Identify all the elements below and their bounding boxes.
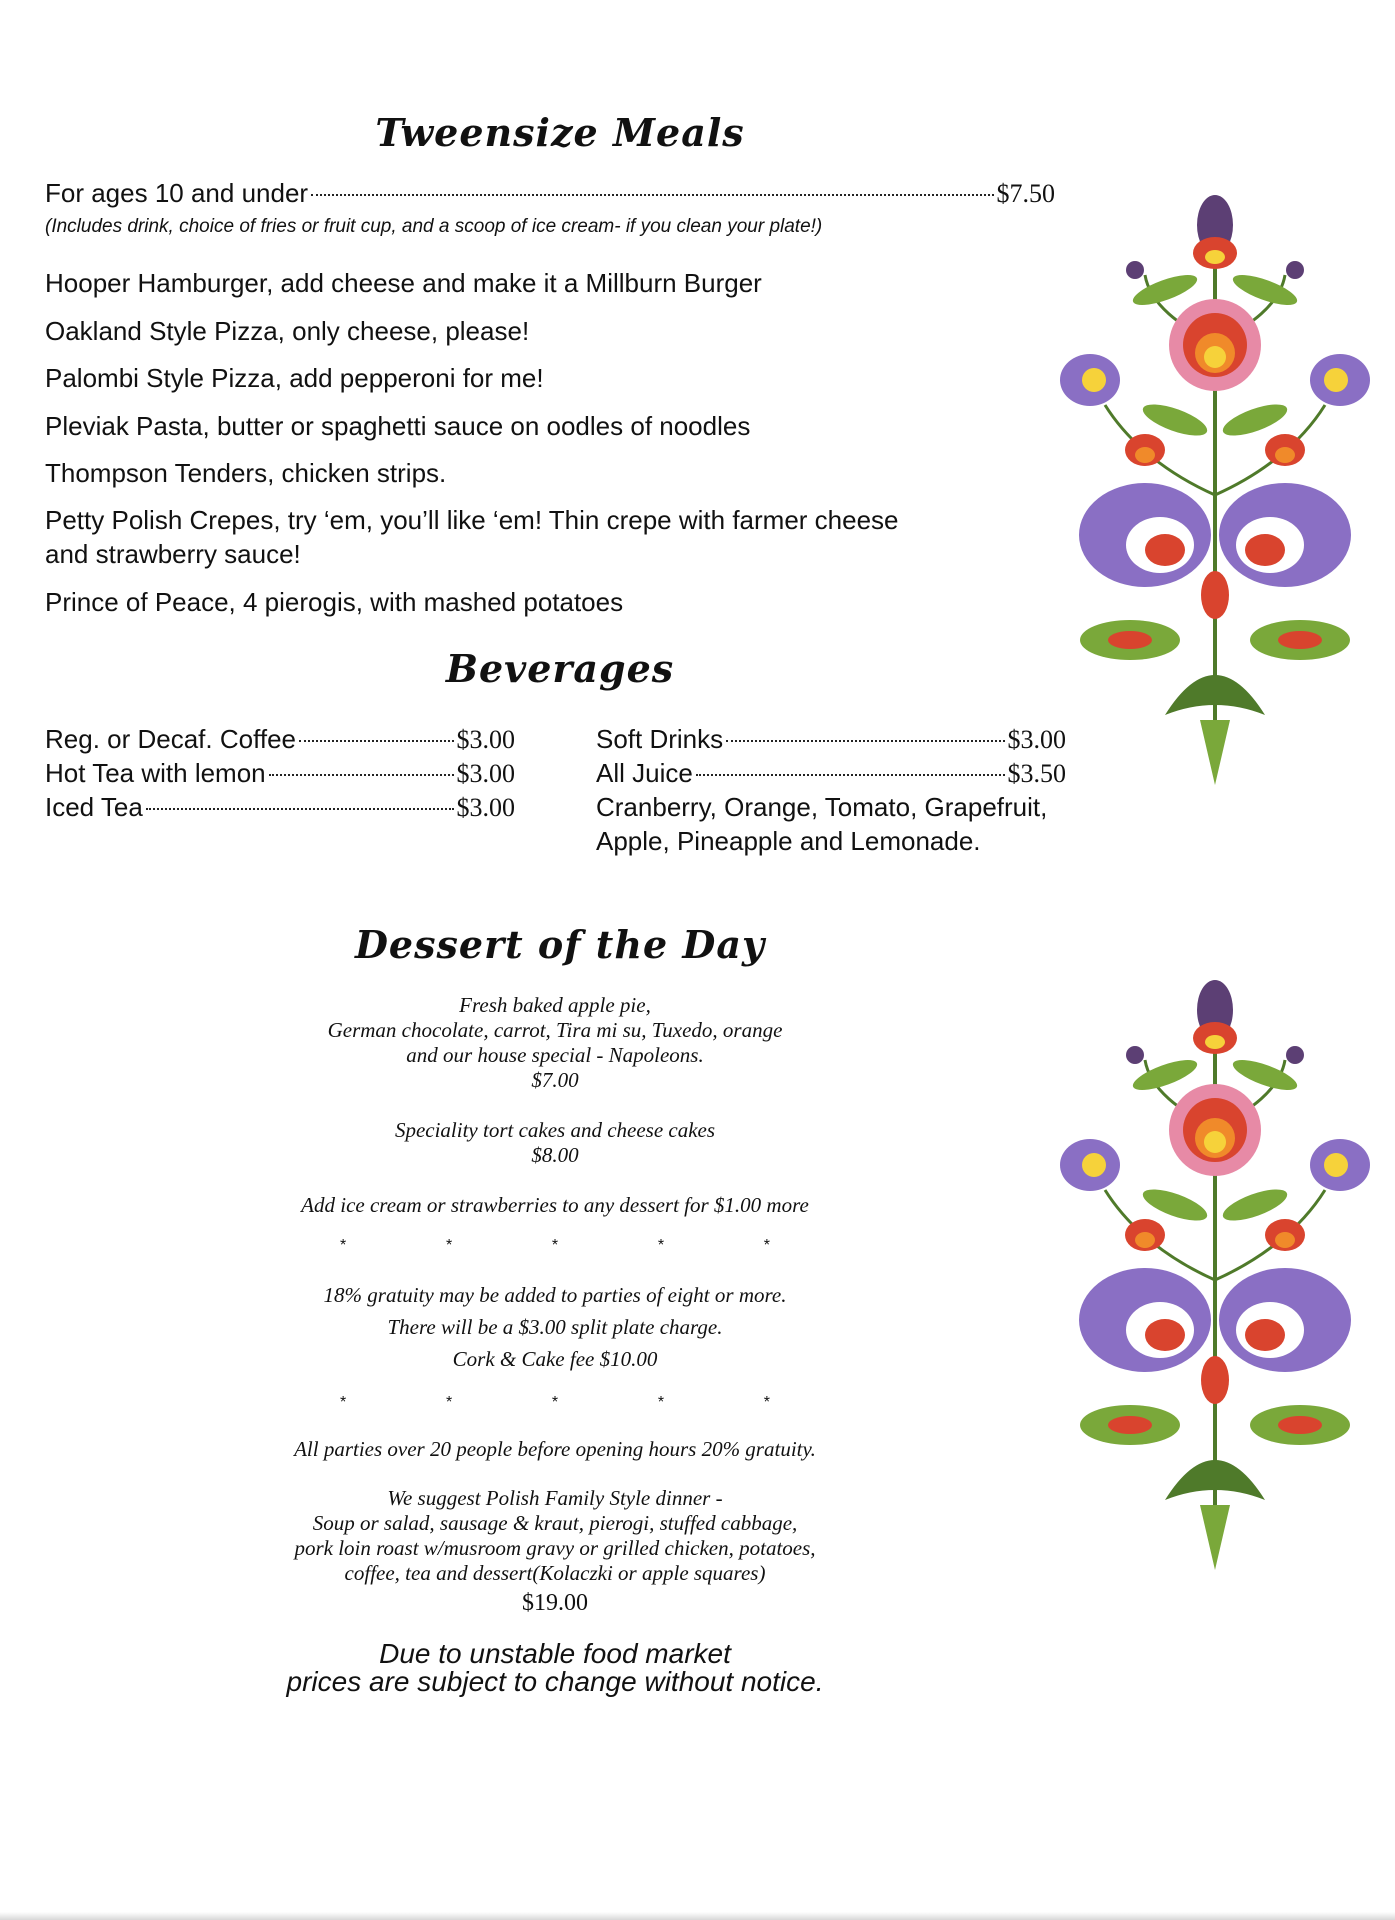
policy-block xyxy=(180,1279,930,1375)
dessert-price: $7.00 xyxy=(531,1068,579,1092)
menu-item: Thompson Tenders, chicken strips. xyxy=(45,458,447,488)
beverage-price: $3.00 xyxy=(1007,725,1066,754)
family-dinner xyxy=(180,1486,930,1586)
notice-line: prices are subject to change without notice. xyxy=(286,1666,824,1697)
flower-icon xyxy=(1060,195,1370,785)
star-divider xyxy=(340,1394,770,1412)
star: * xyxy=(551,1394,559,1411)
floral-ornament-bottom xyxy=(1060,980,1370,1580)
flower-icon xyxy=(1060,980,1370,1570)
menu-item: Palombi Style Pizza, add pepperoni for me! xyxy=(45,363,544,393)
age-price-line xyxy=(45,178,1055,209)
family-line: pork loin roast w/musroom gravy or grilled chicken, potatoes, xyxy=(294,1536,816,1560)
parties-note xyxy=(180,1437,930,1462)
leader-dots xyxy=(299,740,454,742)
star: * xyxy=(763,1394,770,1411)
beverages-title: Beverages xyxy=(445,646,675,691)
dessert-list xyxy=(180,993,930,1093)
beverage-row xyxy=(45,792,515,823)
family-line: coffee, tea and dessert(Kolaczki or apple squares) xyxy=(344,1561,766,1585)
tweensize-note: (Includes drink, choice of fries or fruit cup, and a scoop of ice cream- if you clean your plate!) xyxy=(45,216,823,237)
beverage-price: $3.00 xyxy=(456,725,515,754)
price-notice xyxy=(180,1640,930,1696)
floral-ornament-top xyxy=(1060,195,1370,795)
age-label: For ages 10 and under xyxy=(45,178,309,208)
addon-text: Add ice cream or strawberries to any dessert for $1.00 more xyxy=(301,1193,809,1217)
tweensize-title: Tweensize Meals xyxy=(375,110,745,155)
dessert-price: $8.00 xyxy=(531,1143,579,1167)
star: * xyxy=(445,1394,453,1411)
beverage-row xyxy=(596,758,1066,789)
leader-dots xyxy=(311,194,993,196)
beverage-row xyxy=(596,724,1066,755)
dessert-line: Fresh baked apple pie, xyxy=(459,993,651,1017)
beverage-price: $3.00 xyxy=(456,793,515,822)
beverage-row xyxy=(45,758,515,789)
parties-text: All parties over 20 people before opening hours 20% gratuity. xyxy=(294,1437,816,1461)
menu-item: Prince of Peace, 4 pierogis, with mashed potatoes xyxy=(45,587,624,617)
menu-item: Hooper Hamburger, add cheese and make it a Millburn Burger xyxy=(45,268,762,298)
policy-line: There will be a $3.00 split plate charge. xyxy=(387,1315,723,1339)
leader-dots xyxy=(696,774,1005,776)
beverage-price: $3.50 xyxy=(1007,759,1066,788)
beverage-row xyxy=(45,724,515,755)
leader-dots xyxy=(269,774,454,776)
leader-dots xyxy=(146,808,454,810)
dessert-title: Dessert of the Day xyxy=(354,922,766,967)
star: * xyxy=(551,1237,559,1254)
notice-line: Due to unstable food market xyxy=(379,1638,731,1669)
dessert-line: Speciality tort cakes and cheese cakes xyxy=(394,1118,716,1142)
menu-item: Oakland Style Pizza, only cheese, please! xyxy=(45,316,530,346)
star: * xyxy=(657,1394,665,1411)
dessert-line: German chocolate, carrot, Tira mi su, Tuxedo, orange xyxy=(327,1018,783,1042)
star-divider xyxy=(340,1237,770,1255)
beverage-label: Iced Tea xyxy=(45,792,143,822)
menu-item: Pleviak Pasta, butter or spaghetti sauce on oodles of noodles xyxy=(45,411,751,441)
scan-edge xyxy=(0,1912,1395,1920)
beverage-label: Hot Tea with lemon xyxy=(45,758,266,788)
family-line: We suggest Polish Family Style dinner - xyxy=(387,1486,723,1510)
beverage-label: Soft Drinks xyxy=(596,724,724,754)
menu-item: Petty Polish Crepes, try ‘em, you’ll like ‘em! Thin crepe with farmer cheese xyxy=(45,505,899,535)
leader-dots xyxy=(726,740,1004,742)
policy-line: Cork & Cake fee $10.00 xyxy=(452,1347,658,1371)
juice-list: Apple, Pineapple and Lemonade. xyxy=(596,826,981,856)
star: * xyxy=(445,1237,453,1254)
star: * xyxy=(657,1237,665,1254)
menu-item: and strawberry sauce! xyxy=(45,539,301,569)
beverage-label: All Juice xyxy=(596,758,693,788)
age-price: $7.50 xyxy=(996,179,1055,208)
family-line: Soup or salad, sausage & kraut, pierogi, stuffed cabbage, xyxy=(312,1511,798,1535)
tort-cakes xyxy=(180,1118,930,1168)
beverage-label: Reg. or Decaf. Coffee xyxy=(45,724,296,754)
star: * xyxy=(763,1237,770,1254)
juice-list: Cranberry, Orange, Tomato, Grapefruit, xyxy=(596,792,1048,822)
family-price: $19.00 xyxy=(522,1590,588,1616)
dessert-addon xyxy=(180,1193,930,1218)
policy-line: 18% gratuity may be added to parties of eight or more. xyxy=(323,1283,787,1307)
beverage-price: $3.00 xyxy=(456,759,515,788)
dessert-line: and our house special - Napoleons. xyxy=(406,1043,704,1067)
star: * xyxy=(340,1237,347,1254)
star: * xyxy=(340,1394,347,1411)
